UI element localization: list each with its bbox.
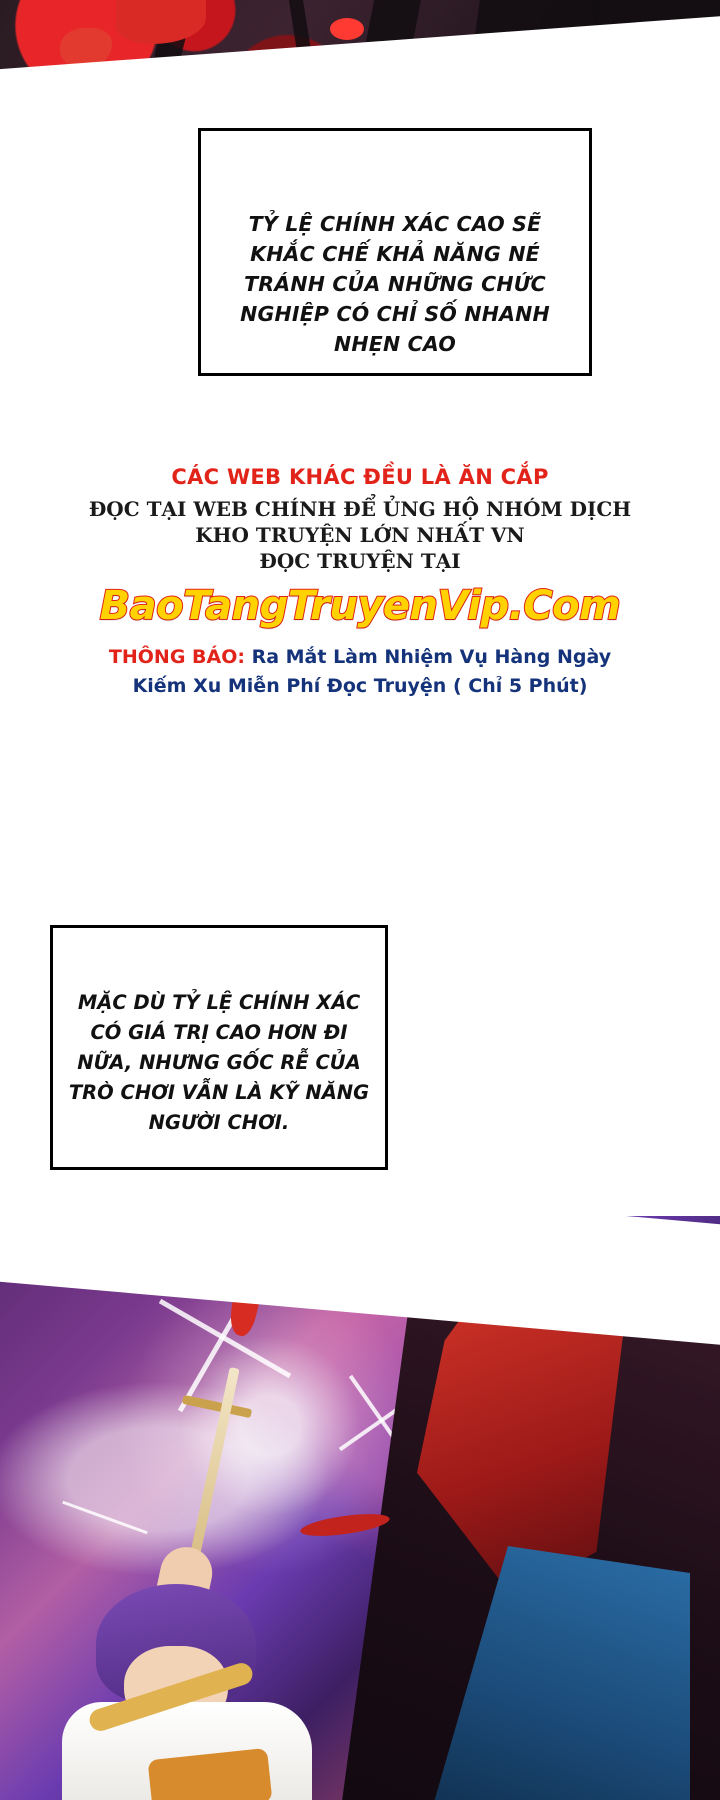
bottom-artwork-panel bbox=[0, 1216, 720, 1800]
notice-label: THÔNG BÁO: bbox=[108, 646, 245, 668]
credits-line-3: ĐỌC TRUYỆN TẠI bbox=[259, 549, 461, 573]
site-brand-text[interactable]: BaoTangTruyenVip.Com bbox=[99, 583, 621, 629]
notice-text-1: Ra Mắt Làm Nhiệm Vụ Hàng Ngày bbox=[244, 646, 612, 668]
speech-box-1 bbox=[198, 128, 592, 376]
speech-box-1-text: TỶ LỆ CHÍNH XÁC CAO SẼ KHẮC CHẾ KHẢ NĂNG NÉ TRÁNH CỦA NHỮNG CHỨC NGHIỆP CÓ CHỈ SỐ NHANH NHẸN CAO bbox=[240, 212, 550, 356]
notice-text-2: Kiếm Xu Miễn Phí Đọc Truyện ( Chỉ 5 Phút) bbox=[132, 675, 588, 697]
speech-box-2 bbox=[50, 925, 388, 1170]
credits-line-2: KHO TRUYỆN LỚN NHẤT VN bbox=[195, 523, 525, 547]
credits-warning: CÁC WEB KHÁC ĐỀU LÀ ĂN CẮP bbox=[171, 465, 549, 489]
top-artwork-panel bbox=[0, 0, 720, 128]
blood-splatter bbox=[330, 18, 364, 40]
credits-line-1: ĐỌC TẠI WEB CHÍNH ĐỂ ỦNG HỘ NHÓM DỊCH bbox=[88, 497, 632, 521]
speech-box-2-text: MẶC DÙ TỶ LỆ CHÍNH XÁC CÓ GIÁ TRỊ CAO HƠN ĐI NỮA, NHƯNG GỐC RỄ CỦA TRÒ CHƠI VẪN LÀ KỸ NĂNG NGƯỜI CHƠI. bbox=[68, 991, 370, 1134]
credits-notice bbox=[0, 643, 720, 701]
credits-block bbox=[0, 465, 720, 701]
